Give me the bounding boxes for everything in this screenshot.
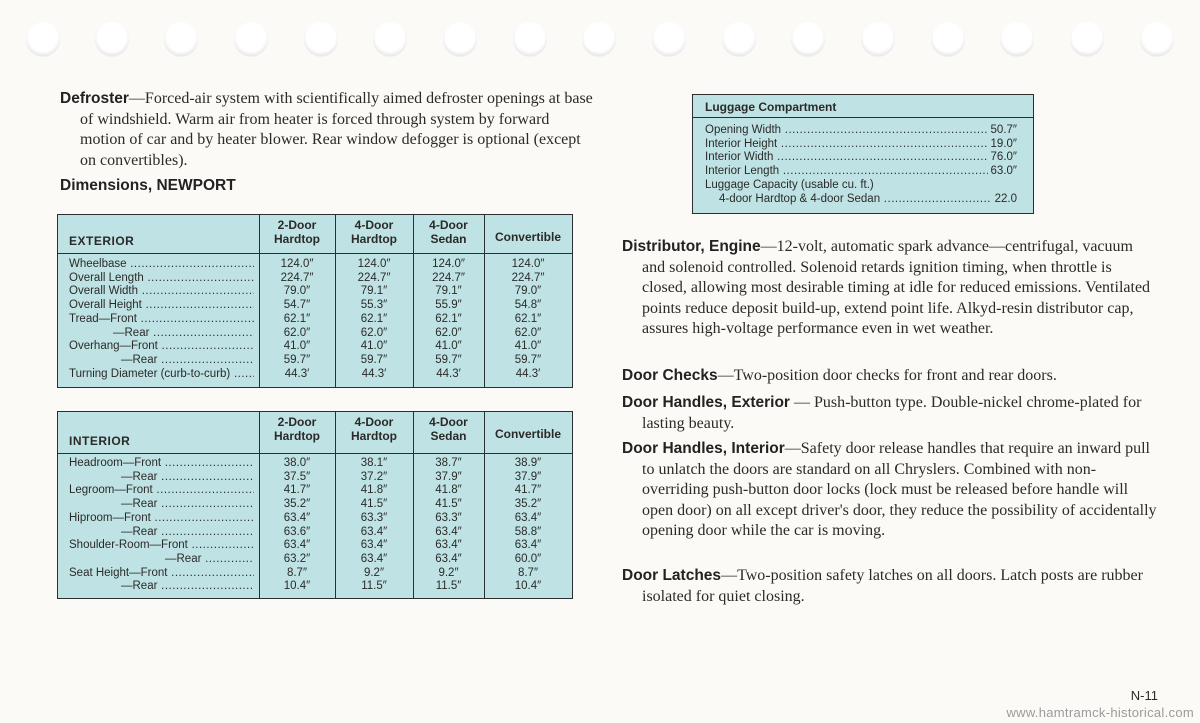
table-cell: 41.5″ bbox=[435, 498, 462, 511]
row-label bbox=[69, 567, 254, 581]
column-header-line1: 4-Door bbox=[429, 218, 468, 232]
door-handles-exterior-text: — Push-button type. Double-nickel chrome-plated for lasting beauty. bbox=[642, 394, 1142, 432]
column-header-line1: 4-Door bbox=[354, 415, 394, 429]
luggage-row-value: 63.0″ bbox=[988, 165, 1017, 179]
row-label bbox=[69, 272, 254, 286]
table-cell: 38.1″ bbox=[360, 457, 388, 469]
column-header-line1: 4-Door bbox=[354, 218, 394, 232]
table-cell: 37.9″ bbox=[514, 470, 542, 483]
header-divider bbox=[58, 253, 572, 254]
binder-hole bbox=[582, 22, 616, 56]
binder-hole bbox=[931, 22, 965, 56]
table-cell: 37.2″ bbox=[360, 470, 388, 483]
defroster-paragraph bbox=[60, 89, 596, 171]
luggage-row-label: Opening Width ..... bbox=[705, 124, 1017, 136]
table-cell: 79.1″ bbox=[435, 285, 462, 298]
door-handles-interior-heading: Door Handles, Interior bbox=[622, 440, 785, 457]
table-cell: 124.0″ bbox=[511, 258, 545, 270]
table-cell: 44.3′ bbox=[515, 367, 541, 380]
table-cell: 124.0″ bbox=[432, 258, 465, 270]
row-label-text: Tread—Front ..... bbox=[69, 313, 254, 325]
row-label bbox=[69, 368, 254, 382]
table-cell: 37.5″ bbox=[283, 470, 311, 483]
binder-hole bbox=[234, 22, 268, 56]
row-label bbox=[69, 471, 254, 485]
luggage-row-value: 50.7″ bbox=[988, 124, 1017, 138]
table-cell: 59.7″ bbox=[360, 353, 388, 366]
dimensions-title: Dimensions, NEWPORT bbox=[60, 177, 236, 194]
table-cell: 224.7″ bbox=[357, 271, 391, 284]
binder-hole bbox=[373, 22, 407, 56]
binder-hole bbox=[652, 22, 686, 56]
table-cell: 60.0″ bbox=[514, 552, 542, 565]
luggage-row bbox=[705, 151, 1017, 165]
luggage-row bbox=[705, 138, 1017, 152]
door-checks-paragraph bbox=[622, 366, 1158, 387]
table-cell: 41.8″ bbox=[435, 484, 462, 497]
row-label-text: —Rear ..... bbox=[121, 580, 254, 592]
defroster-heading: Defroster bbox=[60, 90, 129, 107]
table-cell: 55.9″ bbox=[435, 299, 462, 312]
column-header bbox=[259, 416, 335, 443]
row-label-text: —Rear ..... bbox=[121, 498, 254, 510]
row-label-text: Seat Height—Front ..... bbox=[69, 567, 254, 579]
row-label-text: Hiproom—Front ..... bbox=[69, 512, 254, 524]
row-label-text: Wheelbase ..... bbox=[69, 258, 254, 270]
table-cell: 41.8″ bbox=[360, 484, 388, 497]
binder-hole bbox=[791, 22, 825, 56]
binder-hole bbox=[1070, 22, 1104, 56]
luggage-row-label: Interior Length ..... bbox=[705, 165, 1017, 177]
binder-hole bbox=[443, 22, 477, 56]
table-cell: 63.4″ bbox=[435, 539, 462, 552]
table-cell: 9.2″ bbox=[363, 566, 385, 579]
page-number: N-11 bbox=[1130, 688, 1158, 703]
column-header-line1: 2-Door bbox=[277, 218, 317, 232]
binder-hole bbox=[26, 22, 60, 56]
table-cell: 63.3″ bbox=[360, 511, 388, 524]
table-cell: 79.0″ bbox=[283, 285, 311, 298]
row-label bbox=[69, 327, 254, 341]
table-cell: 41.5″ bbox=[360, 498, 388, 511]
table-cell: 124.0″ bbox=[280, 258, 314, 270]
column-header-line1: 4-Door bbox=[429, 415, 468, 429]
table-cell: 8.7″ bbox=[517, 566, 539, 579]
row-label-text: Overall Height ..... bbox=[69, 299, 254, 311]
table-cell: 11.5″ bbox=[435, 580, 462, 593]
column-header bbox=[335, 219, 413, 246]
row-label bbox=[69, 526, 254, 540]
table-cell: 63.4″ bbox=[435, 525, 462, 538]
row-label-text: —Rear ..... bbox=[121, 354, 254, 366]
table-cell: 35.2″ bbox=[514, 498, 542, 511]
table-cell: 63.4″ bbox=[514, 511, 542, 524]
column-header bbox=[335, 416, 413, 443]
door-checks-text: —Two-position door checks for front and rear doors. bbox=[717, 367, 1057, 384]
row-label bbox=[69, 299, 254, 313]
binder-holes bbox=[0, 22, 1200, 62]
door-handles-exterior-paragraph bbox=[622, 393, 1158, 434]
table-cell: 63.4″ bbox=[283, 511, 311, 524]
table-cell: 59.7″ bbox=[514, 353, 542, 366]
table-cell: 63.3″ bbox=[435, 511, 462, 524]
table-cell: 59.7″ bbox=[435, 353, 462, 366]
row-label bbox=[69, 258, 254, 272]
column-header bbox=[484, 428, 572, 442]
table-cell: 62.1″ bbox=[435, 312, 462, 325]
row-label-text: —Rear ..... bbox=[165, 553, 254, 565]
column-header bbox=[484, 231, 572, 245]
door-latches-paragraph bbox=[622, 566, 1158, 607]
row-label-text: Turning Diameter (curb-to-curb) ..... bbox=[69, 368, 254, 380]
row-label-text: Headroom—Front ..... bbox=[69, 457, 254, 469]
table-cell: 62.0″ bbox=[360, 326, 388, 339]
table-cell: 38.7″ bbox=[435, 457, 462, 469]
section-label: INTERIOR bbox=[69, 434, 131, 448]
table-cell: 63.4″ bbox=[360, 552, 388, 565]
row-label bbox=[69, 580, 254, 594]
table-cell: 63.2″ bbox=[283, 552, 311, 565]
header-divider bbox=[58, 453, 572, 454]
table-cell: 54.8″ bbox=[514, 299, 542, 312]
row-label bbox=[69, 553, 254, 567]
row-label bbox=[69, 313, 254, 327]
exterior-dimensions-table bbox=[57, 214, 573, 388]
table-cell: 224.7″ bbox=[511, 271, 545, 284]
door-handles-interior-paragraph bbox=[622, 439, 1158, 542]
row-label bbox=[69, 498, 254, 512]
table-cell: 37.9″ bbox=[435, 470, 462, 483]
column-header-line2: Hardtop bbox=[351, 231, 397, 246]
table-cell: 44.3′ bbox=[284, 367, 310, 380]
table-cell: 41.0″ bbox=[435, 340, 462, 353]
table-cell: 62.1″ bbox=[514, 312, 542, 325]
distributor-engine-text: —12-volt, automatic spark advance—centrifugal, vacuum and solenoid controlled. Solenoid retards ignition timing, when throttle is closed, allowing most desirable timing at idle for reduced emissions. Ventilated points reduce deposit build-up, extend point life. Alkyd-resin distributor cap, assures high-voltage performance even in wet weather. bbox=[642, 238, 1151, 337]
table-cell: 63.4″ bbox=[360, 539, 388, 552]
door-latches-text: —Two-position safety latches on all doors. Latch posts are rubber isolated for quiet closing. bbox=[642, 567, 1143, 605]
table-cell: 41.0″ bbox=[360, 340, 388, 353]
column-header-line2: Sedan bbox=[430, 428, 467, 443]
row-label bbox=[69, 512, 254, 526]
luggage-row-value: 19.0″ bbox=[988, 138, 1017, 152]
table-cell: 41.7″ bbox=[283, 484, 311, 497]
binder-hole bbox=[1000, 22, 1034, 56]
table-cell: 224.7″ bbox=[432, 271, 465, 284]
column-header-line2: Convertible bbox=[494, 427, 561, 441]
table-cell: 54.7″ bbox=[283, 299, 311, 312]
watermark: www.hamtramck-historical.com bbox=[1006, 705, 1194, 720]
luggage-row-value: 76.0″ bbox=[988, 151, 1017, 165]
luggage-row bbox=[705, 124, 1017, 138]
table-cell: 10.4″ bbox=[514, 580, 542, 593]
table-cell: 62.0″ bbox=[283, 326, 311, 339]
luggage-row bbox=[705, 165, 1017, 179]
column-header-line2: Convertible bbox=[494, 230, 561, 244]
table-cell: 41.0″ bbox=[283, 340, 311, 353]
table-cell: 63.4″ bbox=[435, 552, 462, 565]
table-cell: 41.7″ bbox=[514, 484, 542, 497]
table-cell: 59.7″ bbox=[283, 353, 311, 366]
table-cell: 63.4″ bbox=[283, 539, 311, 552]
distributor-engine-paragraph bbox=[622, 237, 1158, 340]
binder-hole bbox=[513, 22, 547, 56]
row-label-text: Overhang—Front ..... bbox=[69, 340, 254, 352]
table-cell: 63.6″ bbox=[283, 525, 311, 538]
row-label bbox=[69, 285, 254, 299]
column-header-line2: Sedan bbox=[430, 231, 467, 246]
table-cell: 124.0″ bbox=[357, 258, 391, 270]
table-cell: 38.0″ bbox=[283, 457, 311, 469]
row-label-text: Overall Width ..... bbox=[69, 285, 254, 297]
interior-dimensions-table bbox=[57, 411, 573, 599]
row-label-text: —Rear ..... bbox=[121, 471, 254, 483]
binder-hole bbox=[304, 22, 338, 56]
table-cell: 62.1″ bbox=[283, 312, 311, 325]
row-label bbox=[69, 354, 254, 368]
luggage-row-label: 4-door Hardtop & 4-door Sedan ..... bbox=[719, 193, 1017, 205]
row-label-text: Shoulder-Room—Front ..... bbox=[69, 539, 254, 551]
door-handles-interior-text: —Safety door release handles that require an inward pull to unlatch the doors are standard on all Chryslers. Combined with non-overriding push-button door locks (lock must be released before handle will open door) on all except driver's door, they reduce the possibility of accidentally opening door while the car is moving. bbox=[642, 440, 1157, 539]
row-label bbox=[69, 457, 254, 471]
binder-hole bbox=[95, 22, 129, 56]
table-cell: 63.4″ bbox=[514, 539, 542, 552]
row-label-text: —Rear ..... bbox=[121, 526, 254, 538]
table-cell: 62.1″ bbox=[360, 312, 388, 325]
table-cell: 79.1″ bbox=[360, 285, 388, 298]
binder-hole bbox=[164, 22, 198, 56]
row-label-text: Overall Length ..... bbox=[69, 272, 254, 284]
table-cell: 41.0″ bbox=[514, 340, 542, 353]
table-cell: 38.9″ bbox=[514, 457, 542, 469]
table-cell: 9.2″ bbox=[438, 566, 459, 579]
column-header-line2: Hardtop bbox=[274, 428, 320, 443]
door-handles-exterior-heading: Door Handles, Exterior bbox=[622, 394, 790, 411]
column-header-line1: 2-Door bbox=[277, 415, 317, 429]
luggage-row bbox=[705, 179, 1017, 193]
table-cell: 35.2″ bbox=[283, 498, 311, 511]
column-header bbox=[413, 219, 484, 246]
row-label-text: Legroom—Front ..... bbox=[69, 484, 254, 496]
column-header bbox=[259, 219, 335, 246]
binder-hole bbox=[861, 22, 895, 56]
table-cell: 44.3′ bbox=[361, 367, 387, 380]
table-cell: 55.3″ bbox=[360, 299, 388, 312]
table-cell: 63.4″ bbox=[360, 525, 388, 538]
column-header-line2: Hardtop bbox=[274, 231, 320, 246]
luggage-row-label: Luggage Capacity (usable cu. ft.) bbox=[705, 178, 874, 191]
defroster-text: —Forced-air system with scientifically aimed defroster openings at base of windshield. Warm air from heater is forced through system by forward motion of car and by heater blower. Rear window defogger is optional (except on convertibles). bbox=[80, 90, 593, 169]
luggage-title: Luggage Compartment bbox=[705, 100, 837, 114]
table-cell: 79.0″ bbox=[514, 285, 542, 298]
luggage-compartment-box bbox=[692, 94, 1034, 214]
binder-hole bbox=[722, 22, 756, 56]
table-cell: 224.7″ bbox=[280, 271, 314, 284]
table-cell: 10.4″ bbox=[283, 580, 311, 593]
luggage-row-value: 22.0 bbox=[992, 193, 1017, 207]
luggage-row bbox=[705, 193, 1017, 207]
table-cell: 11.5″ bbox=[361, 580, 387, 593]
distributor-engine-heading: Distributor, Engine bbox=[622, 238, 761, 255]
column-header bbox=[413, 416, 484, 443]
table-cell: 58.8″ bbox=[514, 525, 542, 538]
row-label bbox=[69, 340, 254, 354]
luggage-row-label: Interior Width ..... bbox=[705, 151, 1017, 163]
table-cell: 62.0″ bbox=[514, 326, 542, 339]
section-label: EXTERIOR bbox=[69, 234, 135, 248]
table-cell: 62.0″ bbox=[435, 326, 462, 339]
row-label-text: —Rear ..... bbox=[113, 327, 254, 339]
row-label bbox=[69, 539, 254, 553]
door-checks-heading: Door Checks bbox=[622, 367, 718, 384]
luggage-header-divider bbox=[693, 117, 1033, 118]
table-cell: 44.3′ bbox=[436, 367, 461, 380]
column-header-line2: Hardtop bbox=[351, 428, 397, 443]
binder-hole bbox=[1140, 22, 1174, 56]
door-latches-heading: Door Latches bbox=[622, 567, 722, 584]
luggage-row-label: Interior Height ..... bbox=[705, 138, 1017, 150]
table-cell: 8.7″ bbox=[286, 566, 308, 579]
row-label bbox=[69, 484, 254, 498]
